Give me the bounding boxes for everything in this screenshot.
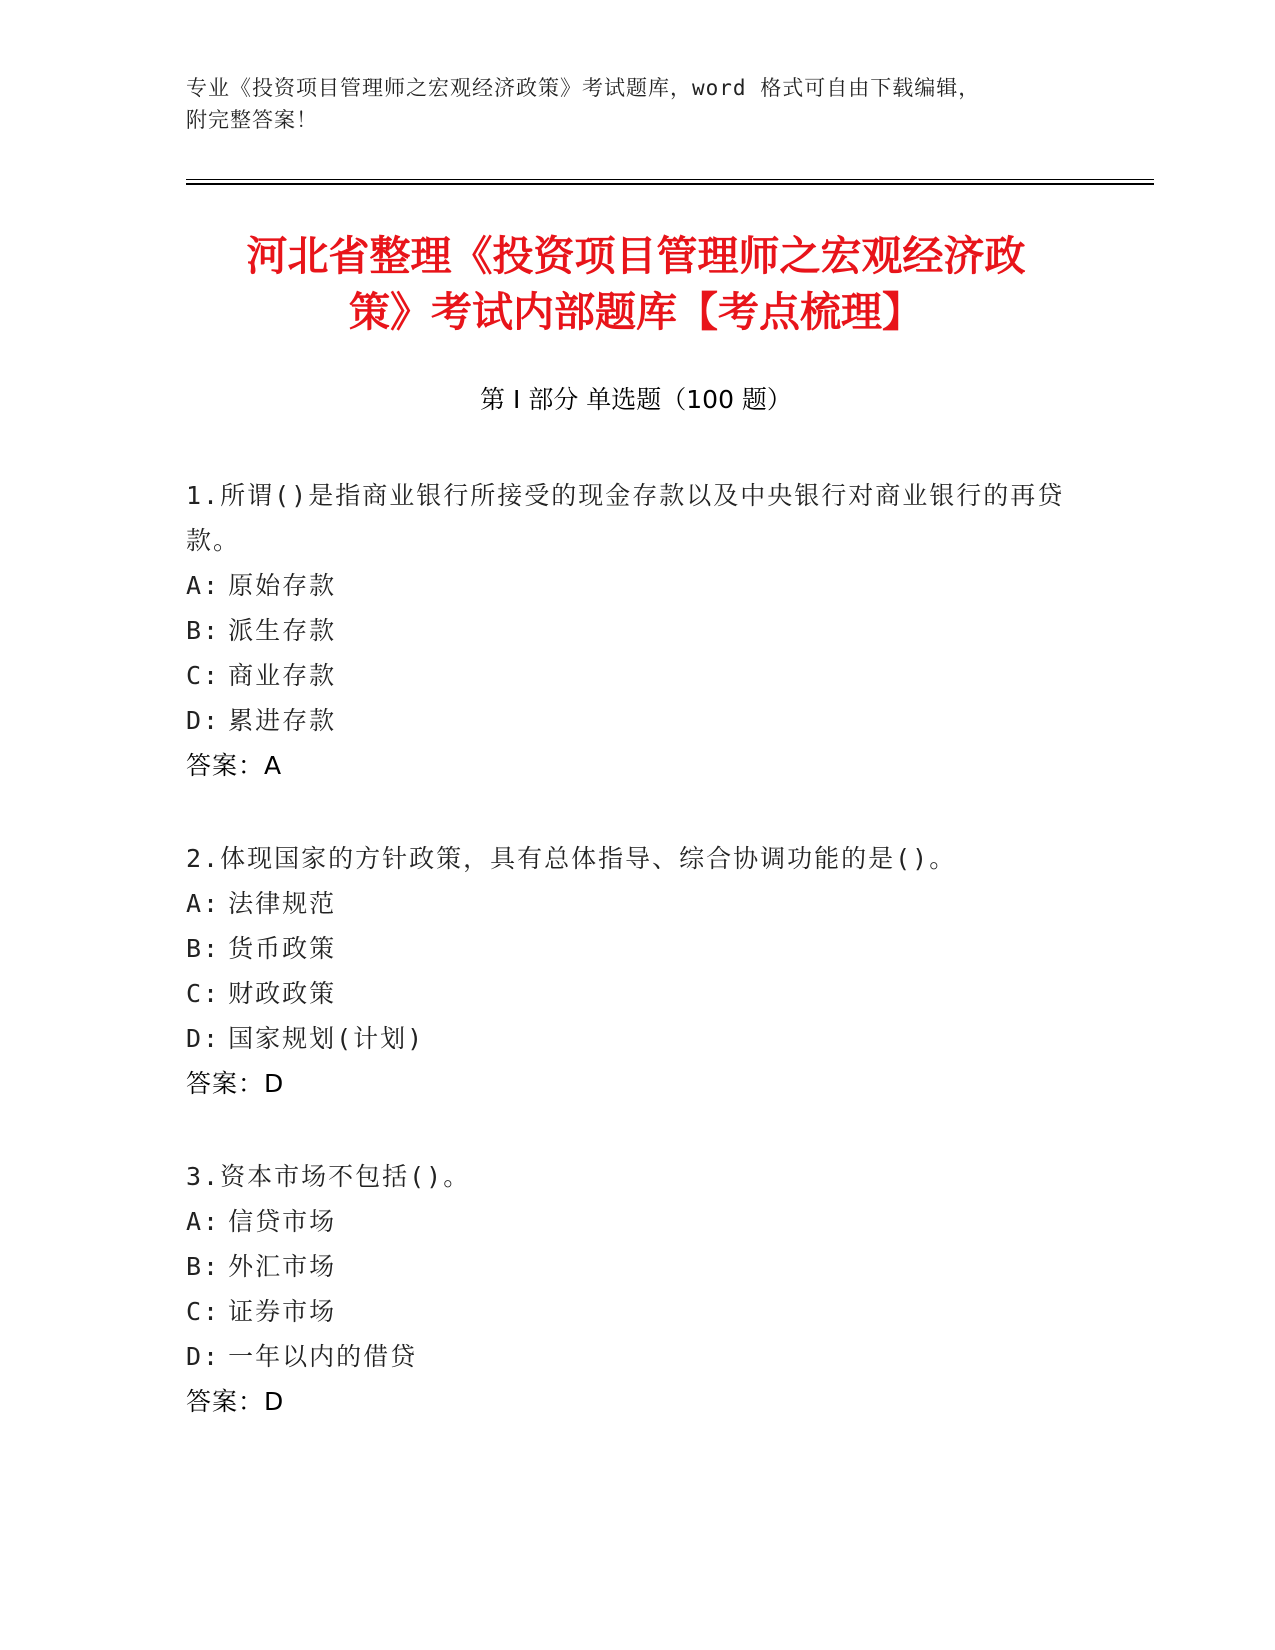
option-b [186, 1244, 1086, 1289]
option-key: A: [186, 1207, 221, 1236]
option-text: 国家规划(计划) [228, 1024, 425, 1053]
option-d [186, 1334, 1086, 1379]
option-c [186, 971, 1086, 1016]
option-key: D: [186, 1024, 221, 1053]
option-key: D: [186, 1342, 221, 1371]
option-key: C: [186, 1297, 221, 1326]
option-text: 累进存款 [228, 706, 337, 735]
question-stem: 3.资本市场不包括()。 [186, 1162, 471, 1191]
question-1 [186, 473, 1086, 788]
option-text: 商业存款 [228, 661, 337, 690]
option-key: C: [186, 661, 221, 690]
option-text: 一年以内的借贷 [228, 1342, 418, 1371]
option-text: 信贷市场 [228, 1207, 337, 1236]
option-text: 派生存款 [228, 616, 337, 645]
option-key: C: [186, 979, 221, 1008]
option-b [186, 926, 1086, 971]
option-c [186, 1289, 1086, 1334]
answer: 答案：D [186, 1387, 285, 1416]
option-c [186, 653, 1086, 698]
answer: 答案：D [186, 1069, 285, 1098]
option-a [186, 563, 1086, 608]
document-title-line-2: 策》考试内部题库【考点梳理】 [349, 288, 923, 336]
option-text: 财政政策 [228, 979, 337, 1008]
option-b [186, 608, 1086, 653]
header-divider-thick [186, 183, 1154, 185]
option-key: A: [186, 571, 221, 600]
option-key: B: [186, 934, 221, 963]
option-text: 证券市场 [228, 1297, 337, 1326]
option-text: 法律规范 [228, 889, 337, 918]
document-title-line-1: 河北省整理《投资项目管理师之宏观经济政 [246, 232, 1026, 280]
option-text: 外汇市场 [228, 1252, 337, 1281]
header-note-line-1: 专业《投资项目管理师之宏观经济政策》考试题库，word 格式可自由下载编辑， [186, 76, 981, 100]
answer: 答案：A [186, 751, 283, 780]
header-note [186, 72, 1066, 136]
option-a [186, 881, 1086, 926]
option-text: 货币政策 [228, 934, 337, 963]
option-a [186, 1199, 1086, 1244]
section-title: 第 I 部分 单选题（100 题） [480, 385, 792, 414]
question-2 [186, 836, 1086, 1106]
question-stem: 1.所谓()是指商业银行所接受的现金存款以及中央银行对商业银行的再贷款。 [186, 481, 1065, 555]
option-key: A: [186, 889, 221, 918]
header-note-line-2: 附完整答案！ [186, 108, 318, 132]
option-key: B: [186, 616, 221, 645]
document-title [186, 228, 1086, 340]
option-d [186, 698, 1086, 743]
question-stem: 2.体现国家的方针政策，具有总体指导、综合协调功能的是()。 [186, 844, 957, 873]
question-3 [186, 1154, 1086, 1424]
option-d [186, 1016, 1086, 1061]
header-divider-thin [186, 179, 1154, 180]
option-key: D: [186, 706, 221, 735]
option-key: B: [186, 1252, 221, 1281]
option-text: 原始存款 [228, 571, 337, 600]
